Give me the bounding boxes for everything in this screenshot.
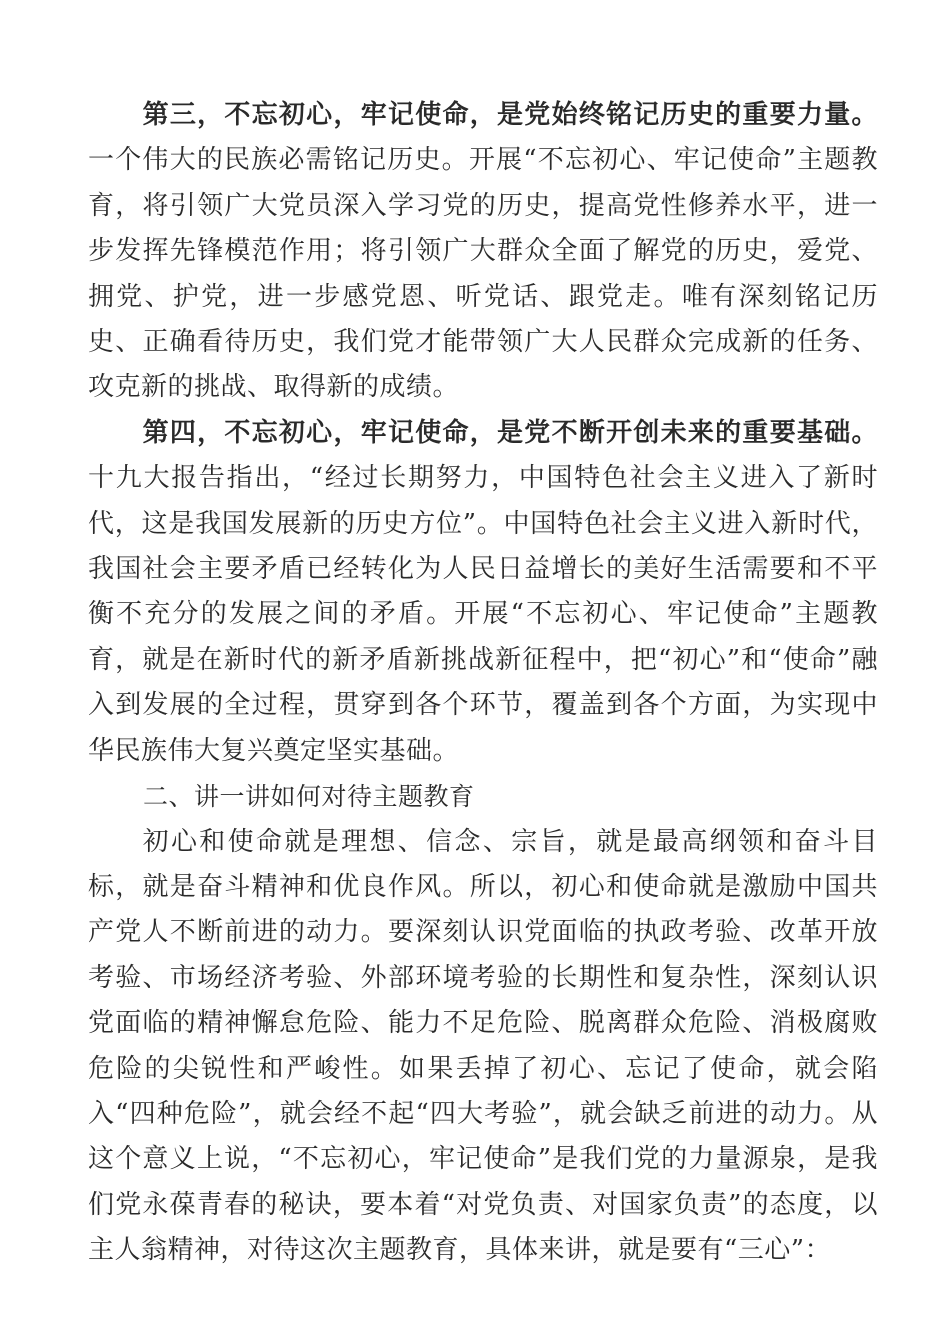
document-body: [88, 93, 878, 1274]
paragraph-lead-third: 第三，不忘初心，牢记使命，是党始终铭记历史的重要力量。: [142, 100, 878, 130]
paragraph-fourth-point: [88, 411, 878, 774]
paragraph-initial-mission: 初心和使命就是理想、信念、宗旨，就是最高纲领和奋斗目标，就是奋斗精神和优良作风。所以，初心和使命就是激励中国共产党人不断前进的动力。要深刻认识党面临的执政考验、改革开放考验、市场经济考验、外部环境考验的长期性和复杂性，深刻认识党面临的精神懈怠危险、能力不足危险、脱离群众危险、消极腐败危险的尖锐性和严峻性。如果丢掉了初心、忘记了使命，就会陷入“四种危险”，就会经不起“四大考验”，就会缺乏前进的动力。从这个意义上说，“不忘初心，牢记使命”是我们党的力量源泉，是我们党永葆青春的秘诀，要本着“对党负责、对国家负责”的态度，以主人翁精神，对待这次主题教育，具体来讲，就是要有“三心”：: [88, 826, 878, 1266]
section-heading: 二、讲一讲如何对待主题教育: [143, 782, 475, 812]
paragraph-text-fourth: 十九大报告指出，“经过长期努力，中国特色社会主义进入了新时代，这是我国发展新的历史方位”。中国特色社会主义进入新时代，我国社会主要矛盾已经转化为人民日益增长的美好生活需要和不平衡不充分的发展之间的矛盾。开展“不忘初心、牢记使命”主题教育，就是在新时代的新矛盾新挑战新征程中，把“初心”和“使命”融入到发展的全过程，贯穿到各个环节，覆盖到各个方面，为实现中华民族伟大复兴奠定坚实基础。: [88, 463, 878, 766]
paragraph-text-third: 一个伟大的民族必需铭记历史。开展“不忘初心、牢记使命”主题教育，将引领广大党员深入学习党的历史，提高党性修养水平，进一步发挥先锋模范作用；将引领广大群众全面了解党的历史，爱党、拥党、护党，进一步感党恩、听党话、跟党走。唯有深刻铭记历史、正确看待历史，我们党才能带领广大人民群众完成新的任务、攻克新的挑战、取得新的成绩。: [88, 145, 878, 403]
paragraph-lead-fourth: 第四，不忘初心，牢记使命，是党不断开创未来的重要基础。: [142, 417, 878, 448]
paragraph-third-point: [88, 93, 878, 411]
